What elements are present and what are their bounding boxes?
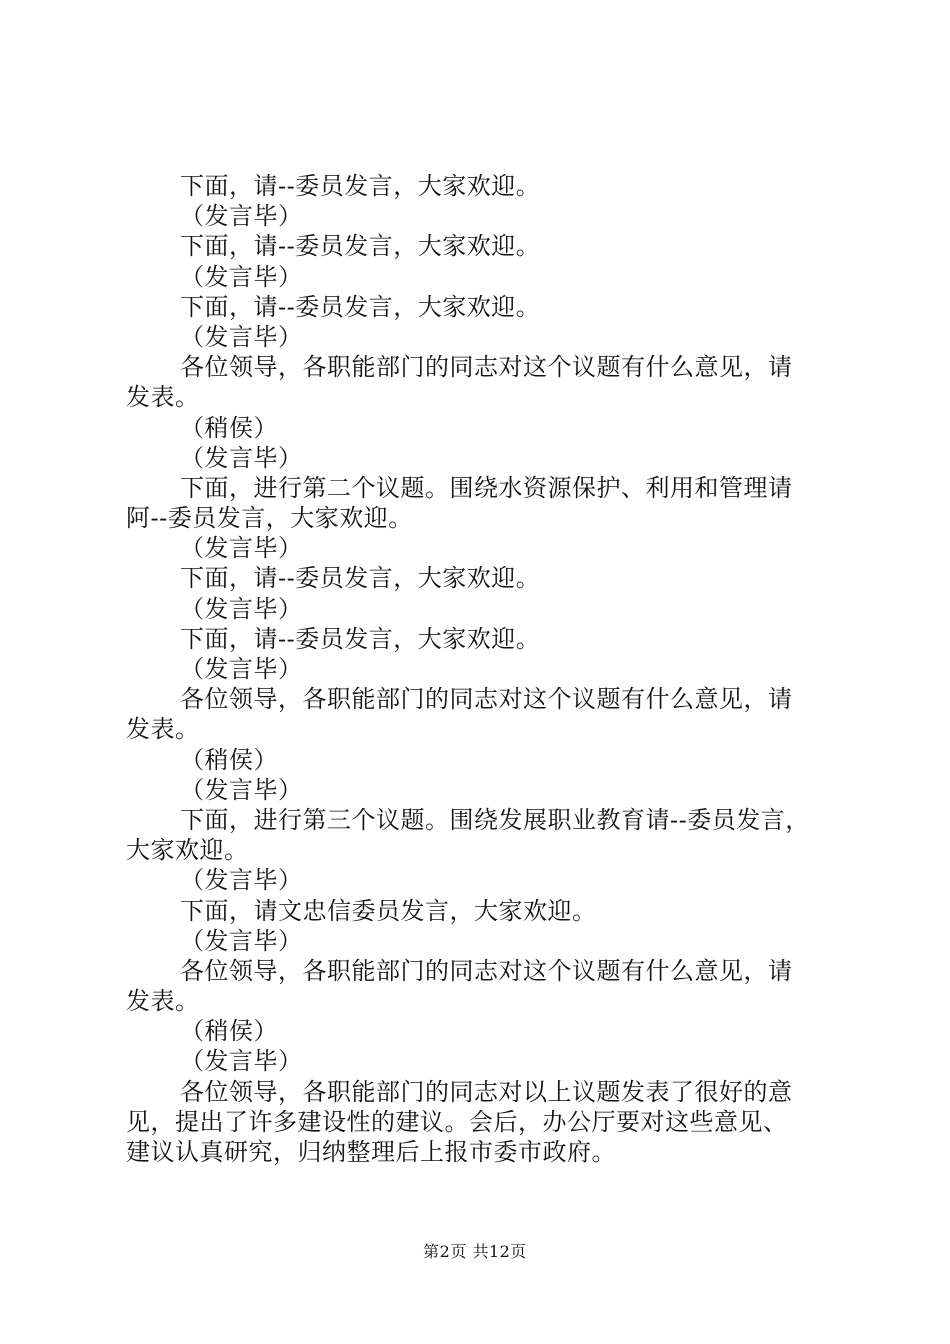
text-line: 见，提出了许多建设性的建议。会后，办公厅要对这些意见、 (126, 1107, 788, 1136)
text-line: （发言毕） (180, 534, 303, 563)
text-line: 各位领导，各职能部门的同志对以上议题发表了很好的意 (180, 1077, 793, 1106)
text-line: 下面，请--委员发言，大家欢迎。 (180, 232, 541, 261)
text-line: 大家欢迎。 (126, 836, 249, 865)
text-line: （稍侯） (180, 413, 278, 442)
text-line: 下面，请--委员发言，大家欢迎。 (180, 172, 541, 200)
text-line: （发言毕） (180, 775, 303, 804)
text-line: 下面，请--委员发言，大家欢迎。 (180, 292, 541, 321)
text-line: 各位领导，各职能部门的同志对这个议题有什么意见，请 (180, 685, 793, 714)
text-line: 发表。 (126, 987, 200, 1016)
text-line: （发言毕） (180, 655, 303, 683)
text-line: （发言毕） (180, 594, 303, 623)
text-line: 下面，进行第二个议题。围绕水资源保护、利用和管理请 (180, 473, 793, 502)
text-line: （发言毕） (180, 443, 303, 472)
text-line: （发言毕） (180, 866, 303, 895)
text-line: 建议认真研究，归纳整理后上报市委市政府。 (126, 1138, 616, 1166)
text-line: 发表。 (126, 383, 200, 412)
text-line: 下面，进行第三个议题。围绕发展职业教育请--委员发言， (180, 805, 810, 834)
text-line: 各位领导，各职能部门的同志对这个议题有什么意见，请 (180, 956, 793, 985)
document-body (126, 171, 838, 1167)
text-line: （稍侯） (180, 1017, 278, 1046)
text-line: （发言毕） (180, 1047, 303, 1076)
text-line: 阿--委员发言，大家欢迎。 (126, 504, 413, 533)
text-line: 下面，请--委员发言，大家欢迎。 (180, 624, 541, 653)
text-line: （发言毕） (180, 202, 303, 231)
text-line: （发言毕） (180, 926, 303, 955)
text-line: 下面，请--委员发言，大家欢迎。 (180, 564, 541, 593)
text-line: 下面，请文忠信委员发言，大家欢迎。 (180, 896, 597, 925)
text-line: （发言毕） (180, 262, 303, 291)
text-line: 发表。 (126, 715, 200, 744)
page-number-footer: 第2页 共12页 (423, 1242, 527, 1261)
text-line: （稍侯） (180, 745, 278, 774)
text-line: 各位领导，各职能部门的同志对这个议题有什么意见，请 (180, 353, 793, 382)
text-line: （发言毕） (180, 322, 303, 351)
